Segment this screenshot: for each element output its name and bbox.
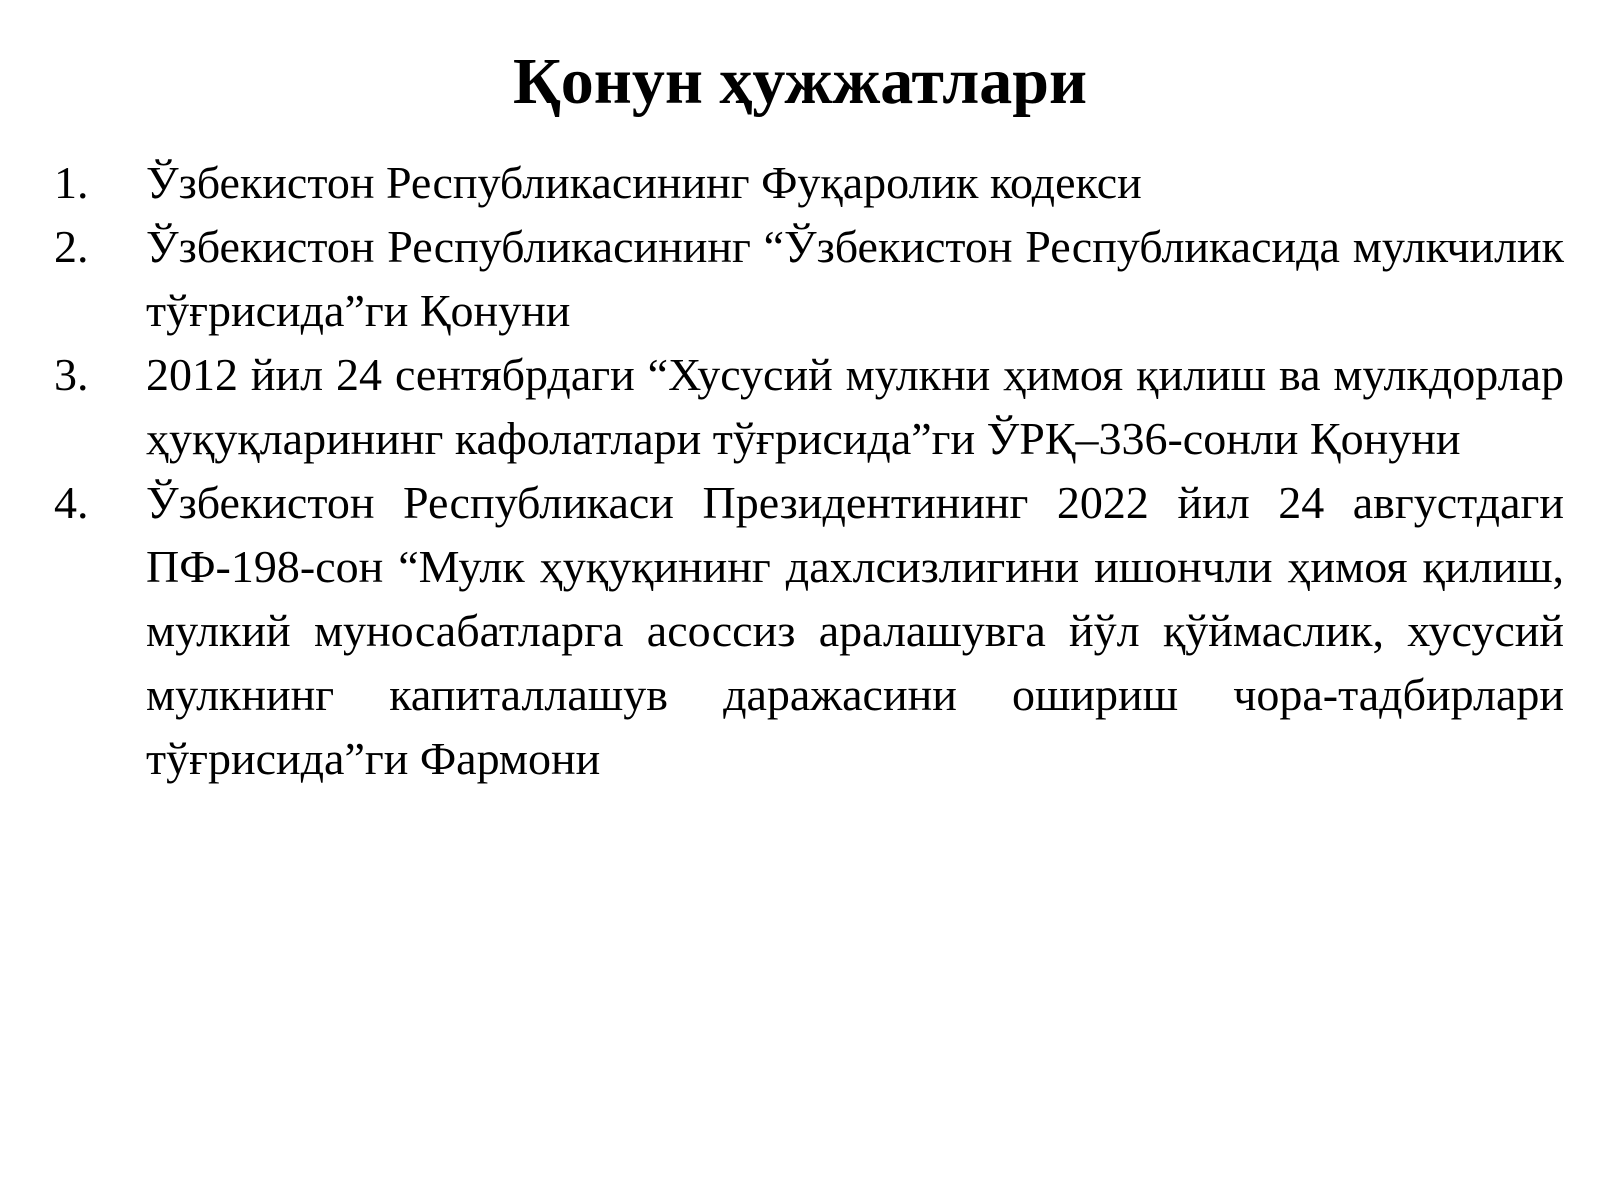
list-item: [54, 343, 1564, 471]
legal-documents-list: [54, 151, 1564, 791]
list-item-text: 2012 йил 24 сентябрдаги “Хусусий мулкни ҳимоя қилиш ва мулкдорлар ҳуқуқларининг кафолатлари тўғрисида”ги ЎРҚ–336-сонли Қонуни: [146, 349, 1564, 464]
list-item: [54, 151, 1564, 215]
list-item-number: 3.: [54, 349, 89, 400]
list-item-number: 1.: [54, 157, 89, 208]
list-item: [54, 215, 1564, 343]
list-item-number: 4.: [54, 477, 89, 528]
list-item: [54, 471, 1564, 791]
page-title: Қонун ҳужжатлари: [512, 45, 1088, 118]
list-item-text: Ўзбекистон Республикаси Президентининг 2022 йил 24 августдаги ПФ-198-сон “Мулк ҳуқуқининг дахлсизлигини ишончли ҳимоя қилиш, мулкий муносабатларга асоссиз аралашувга йўл қўймаслик, хусусий мулкнинг капиталлашув даражасини ошириш чора-тадбирлари тўғрисида”ги Фармони: [146, 477, 1564, 784]
list-item-number: 2.: [54, 221, 89, 272]
list-item-text: Ўзбекистон Республикасининг Фуқаролик кодекси: [146, 157, 1142, 208]
list-item-text: Ўзбекистон Республикасининг “Ўзбекистон Республикасида мулкчилик тўғрисида”ги Қонуни: [146, 221, 1564, 336]
